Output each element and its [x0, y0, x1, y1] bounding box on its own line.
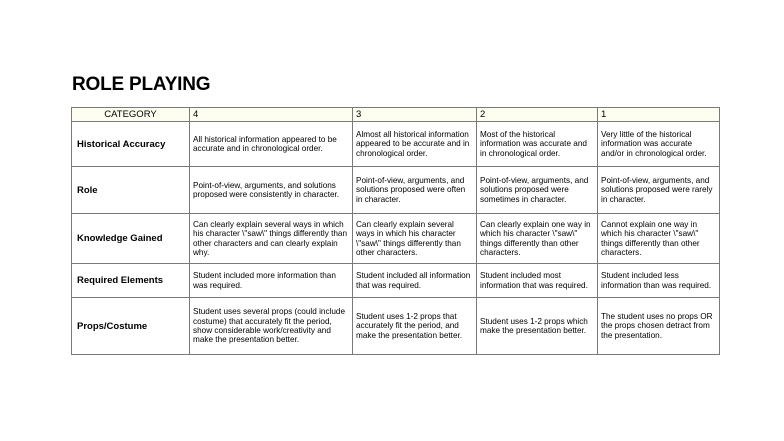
header-score-4: 4 [190, 108, 353, 122]
table-cell: Student included more information than was required. [190, 264, 353, 298]
table-cell: All historical information appeared to be accurate and in chronological order. [190, 122, 353, 167]
table-cell: Cannot explain one way in which his character \"saw\" things differently than other characters. [598, 214, 720, 264]
table-cell: Student uses 1-2 props which make the presentation better. [477, 298, 598, 355]
table-row [72, 264, 720, 298]
row-label: Required Elements [72, 264, 190, 298]
table-cell: Very little of the historical information was accurate and/or in chronological order. [598, 122, 720, 167]
table-row [72, 298, 720, 355]
table-cell: Student uses several props (could include costume) that accurately fit the period, show considerable work/creativity and make the presentation better. [190, 298, 353, 355]
table-cell: Point-of-view, arguments, and solutions proposed were often in character. [353, 167, 477, 214]
table-cell: Can clearly explain several ways in which his character \"saw\" things differently than other characters. [353, 214, 477, 264]
row-label: Knowledge Gained [72, 214, 190, 264]
table-cell: Can clearly explain several ways in which his character \"saw\" things differently than other characters and can clearly explain why. [190, 214, 353, 264]
table-cell: Student included less information than was required. [598, 264, 720, 298]
table-cell: Point-of-view, arguments, and solutions proposed were rarely in character. [598, 167, 720, 214]
rubric-table [71, 107, 720, 355]
table-row [72, 214, 720, 264]
table-row [72, 167, 720, 214]
table-cell: Student included most information that was required. [477, 264, 598, 298]
header-score-1: 1 [598, 108, 720, 122]
header-score-2: 2 [477, 108, 598, 122]
table-header-row [72, 108, 720, 122]
header-score-3: 3 [353, 108, 477, 122]
row-label: Props/Costume [72, 298, 190, 355]
header-category: CATEGORY [72, 108, 190, 122]
page-title: ROLE PLAYING [72, 74, 211, 95]
table-cell: The student uses no props OR the props chosen detract from the presentation. [598, 298, 720, 355]
table-cell: Point-of-view, arguments, and solutions proposed were consistently in character. [190, 167, 353, 214]
table-cell: Can clearly explain one way in which his character \"saw\" things differently than other characters. [477, 214, 598, 264]
row-label: Role [72, 167, 190, 214]
table-cell: Student included all information that was required. [353, 264, 477, 298]
table-row [72, 122, 720, 167]
table-cell: Almost all historical information appeared to be accurate and in chronological order. [353, 122, 477, 167]
table-cell: Student uses 1-2 props that accurately fit the period, and make the presentation better. [353, 298, 477, 355]
table-cell: Most of the historical information was accurate and in chronological order. [477, 122, 598, 167]
row-label: Historical Accuracy [72, 122, 190, 167]
table-cell: Point-of-view, arguments, and solutions proposed were sometimes in character. [477, 167, 598, 214]
